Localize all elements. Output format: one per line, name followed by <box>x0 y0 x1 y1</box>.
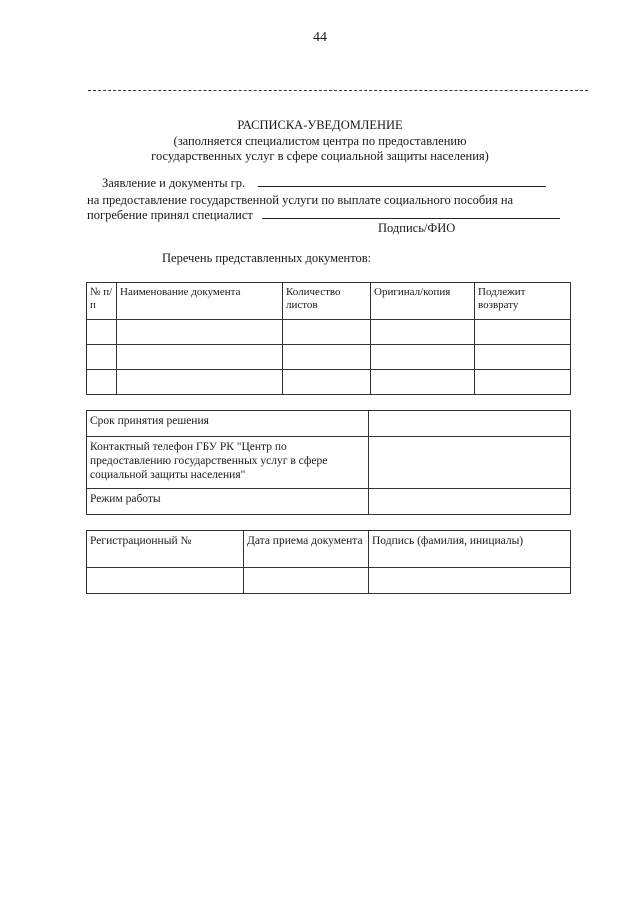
registration-table-header <box>87 531 571 568</box>
header-number: № п/п <box>87 283 117 320</box>
signature-caption: Подпись/ФИО <box>378 221 456 235</box>
info-row-decision-term <box>87 411 571 437</box>
header-sheet-count: Количество листов <box>283 283 371 320</box>
info-label: Срок принятия решения <box>87 411 369 437</box>
table-cell[interactable] <box>117 320 283 345</box>
cut-line <box>88 90 588 91</box>
table-cell[interactable] <box>283 320 371 345</box>
info-table <box>86 410 571 515</box>
documents-list-title: Перечень представленных документов: <box>162 251 372 265</box>
header-signature: Подпись (фамилия, инициалы) <box>369 531 571 568</box>
table-cell[interactable] <box>87 345 117 370</box>
table-row <box>87 568 571 594</box>
specialist-signature-field[interactable] <box>262 218 560 219</box>
declaration-line3: погребение принял специалист <box>87 208 253 222</box>
table-cell[interactable] <box>283 345 371 370</box>
table-cell[interactable] <box>283 370 371 395</box>
applicant-name-field[interactable] <box>258 186 546 187</box>
documents-table <box>86 282 571 395</box>
header-document-name: Наименование документа <box>117 283 283 320</box>
declaration-line2: на предоставление государственной услуги по выплате социального пособия на <box>87 193 514 207</box>
header-return: Подлежит возврату <box>475 283 571 320</box>
table-cell[interactable] <box>369 568 571 594</box>
document-subtitle-line1: (заполняется специалистом центра по предоставлению <box>173 133 467 148</box>
info-value-cell[interactable] <box>369 437 571 489</box>
table-cell[interactable] <box>244 568 369 594</box>
header-receipt-date: Дата приема документа <box>244 531 369 568</box>
info-row-contact-phone <box>87 437 571 489</box>
table-cell[interactable] <box>371 320 475 345</box>
table-cell[interactable] <box>371 370 475 395</box>
table-cell[interactable] <box>475 320 571 345</box>
table-cell[interactable] <box>117 345 283 370</box>
table-row <box>87 345 571 370</box>
table-cell[interactable] <box>87 568 244 594</box>
document-title: РАСПИСКА-УВЕДОМЛЕНИЕ <box>237 118 403 132</box>
registration-table <box>86 530 571 594</box>
declaration-line1: Заявление и документы гр. <box>102 176 246 190</box>
table-cell[interactable] <box>87 370 117 395</box>
info-value-cell[interactable] <box>369 489 571 515</box>
info-row-work-hours <box>87 489 571 515</box>
info-label: Контактный телефон ГБУ РК "Центр по предоставлению государственных услуг в сфере социальной защиты населения" <box>87 437 369 489</box>
table-cell[interactable] <box>87 320 117 345</box>
info-label: Режим работы <box>87 489 369 515</box>
document-subtitle-line2: государственных услуг в сфере социальной защиты населения) <box>151 149 489 163</box>
table-cell[interactable] <box>475 345 571 370</box>
header-original-copy: Оригинал/копия <box>371 283 475 320</box>
table-cell[interactable] <box>475 370 571 395</box>
table-row <box>87 320 571 345</box>
table-cell[interactable] <box>117 370 283 395</box>
page-number: 44 <box>313 30 327 45</box>
table-row <box>87 370 571 395</box>
header-registration-number: Регистрационный № <box>87 531 244 568</box>
document-heading <box>0 118 640 165</box>
documents-table-header <box>87 283 571 320</box>
info-value-cell[interactable] <box>369 411 571 437</box>
table-cell[interactable] <box>371 345 475 370</box>
